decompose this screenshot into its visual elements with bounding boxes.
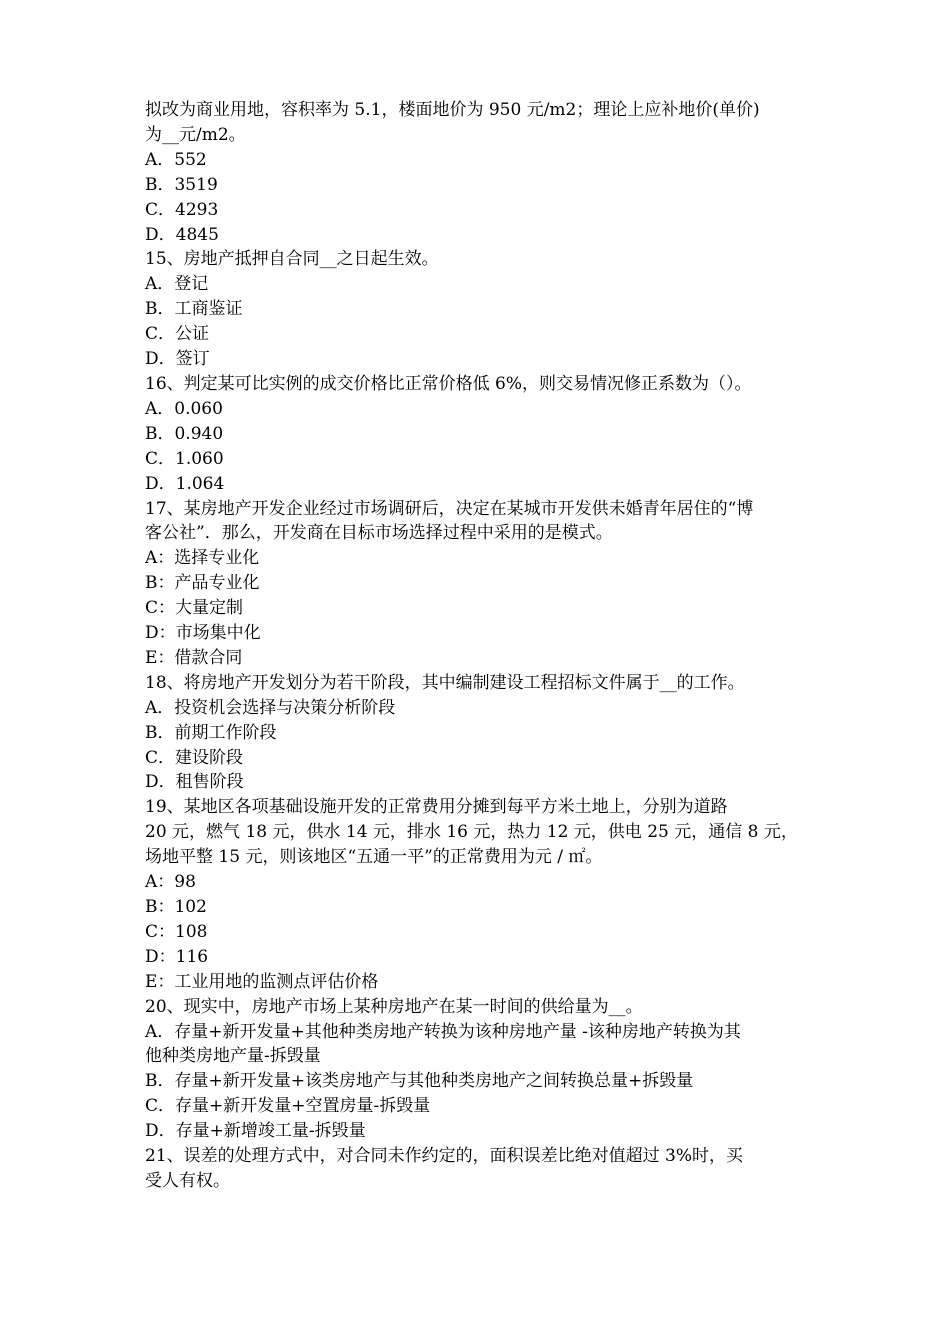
option-a: A．552 xyxy=(145,149,207,170)
option-d: D．存量+新增竣工量-拆毁量 xyxy=(145,1121,366,1142)
question-14-continued xyxy=(145,98,815,247)
option-a: A：98 xyxy=(145,872,196,893)
option-d: D．1.064 xyxy=(145,473,225,494)
question-21 xyxy=(145,1144,815,1194)
question-text: 21、误差的处理方式中，对合同未作约定的，面积误差比绝对值超过 3%时，买 xyxy=(145,1146,744,1167)
option-e: E：工业用地的监测点评估价格 xyxy=(145,971,379,992)
question-17 xyxy=(145,497,815,671)
option-b: B．工商鉴证 xyxy=(145,299,243,320)
question-text: 15、房地产抵押自合同__之日起生效。 xyxy=(145,249,439,270)
question-text: 客公社”．那么，开发商在目标市场选择过程中采用的是模式。 xyxy=(145,523,613,544)
option-a: A：选择专业化 xyxy=(145,548,260,569)
option-a: A．0.060 xyxy=(145,398,223,419)
option-c: C．4293 xyxy=(145,199,219,220)
question-text: 18、将房地产开发划分为若干阶段，其中编制建设工程招标文件属于__的工作。 xyxy=(145,672,745,693)
question-19 xyxy=(145,795,815,994)
question-text: 受人有权。 xyxy=(145,1170,230,1191)
option-a-continued: 他种类房地产量-拆毁量 xyxy=(145,1046,321,1067)
option-b: B．0.940 xyxy=(145,423,224,444)
option-d: D：116 xyxy=(145,946,209,967)
option-c: C．公证 xyxy=(145,324,210,345)
option-b: B．存量+新开发量+该类房地产与其他种类房地产之间转换总量+拆毁量 xyxy=(145,1071,694,1092)
question-20 xyxy=(145,995,815,1144)
question-text: 20、现实中，房地产市场上某种房地产在某一时间的供给量为__。 xyxy=(145,996,643,1017)
question-18 xyxy=(145,671,815,796)
option-b: B：102 xyxy=(145,897,207,917)
option-c: C．建设阶段 xyxy=(145,747,244,768)
option-d: D．4845 xyxy=(145,224,219,245)
option-c: C：大量定制 xyxy=(145,598,244,619)
question-text: 17、某房地产开发企业经过市场调研后，决定在某城市开发供未婚青年居住的“博 xyxy=(145,498,754,519)
option-c: C．1.060 xyxy=(145,448,224,469)
question-text: 20 元，燃气 18 元，供水 14 元，排水 16 元，热力 12 元，供电 25 元，通信 8 元， xyxy=(145,822,798,843)
question-text: 19、某地区各项基础设施开发的正常费用分摊到每平方米土地上，分别为道路 xyxy=(145,797,728,818)
question-16 xyxy=(145,372,815,497)
question-text: 拟改为商业用地，容积率为 5.1，楼面地价为 950 元/m2；理论上应补地价(单价) xyxy=(145,100,760,120)
question-text: 场地平整 15 元，则该地区“五通一平”的正常费用为元 / ㎡。 xyxy=(145,847,603,868)
option-c: C：108 xyxy=(145,921,208,942)
option-a: A．存量+新开发量+其他种类房地产转换为该种房地产量 -该种房地产转换为其 xyxy=(145,1021,741,1042)
option-e: E：借款合同 xyxy=(145,647,243,668)
option-c: C．存量+新开发量+空置房量-拆毁量 xyxy=(145,1096,431,1117)
option-d: D：市场集中化 xyxy=(145,623,261,644)
question-15 xyxy=(145,247,815,372)
option-a: A．投资机会选择与决策分析阶段 xyxy=(145,697,396,718)
option-b: B．3519 xyxy=(145,174,218,195)
option-b: B．前期工作阶段 xyxy=(145,722,277,743)
option-d: D．租售阶段 xyxy=(145,772,244,793)
option-b: B：产品专业化 xyxy=(145,573,260,594)
option-d: D．签订 xyxy=(145,349,210,370)
question-text: 为__元/m2。 xyxy=(145,124,246,145)
question-text: 16、判定某可比实例的成交价格比正常价格低 6%，则交易情况修正系数为（）。 xyxy=(145,373,752,394)
option-a: A．登记 xyxy=(145,274,209,295)
document-body xyxy=(145,98,815,1194)
